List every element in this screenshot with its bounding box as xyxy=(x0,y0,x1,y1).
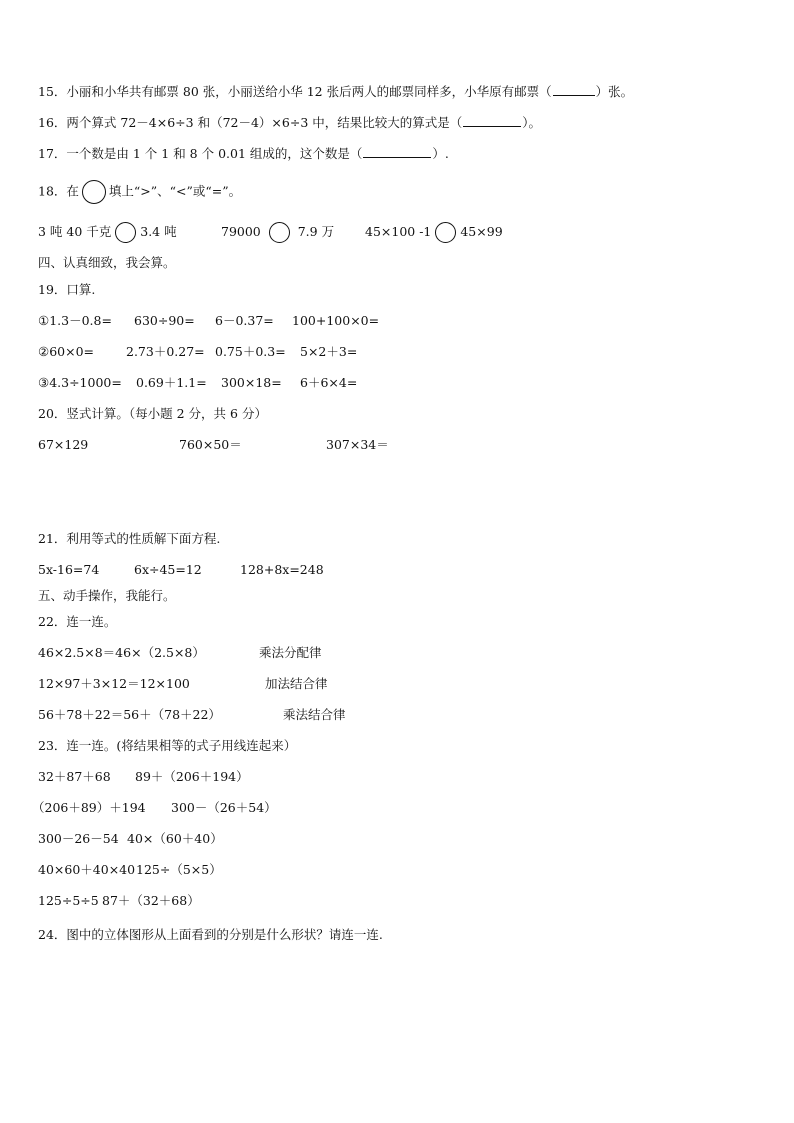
equal-match-left-5[interactable]: 125÷5÷5 xyxy=(38,893,99,908)
compare-right-2: 7.9 万 xyxy=(297,224,335,239)
section-5-heading: 五、动手操作，我能行。 xyxy=(38,588,176,603)
compare-item-1 xyxy=(38,222,177,243)
mental-math-3-2: 0.69＋1.1= xyxy=(136,375,207,390)
match-right-2[interactable]: 加法结合律 xyxy=(265,676,328,691)
compare-circle-1[interactable] xyxy=(115,222,136,243)
mental-math-2-3: 0.75＋0.3= xyxy=(215,344,286,359)
answer-blank-17[interactable] xyxy=(363,145,431,158)
question-17-text: 17．一个数是由 1 个 1 和 8 个 0.01 组成的，这个数是（ xyxy=(38,146,363,161)
vertical-calc-1: 67×129 xyxy=(38,437,89,452)
equation-1: 5x-16=74 xyxy=(38,562,100,577)
mental-math-3-3: 300×18= xyxy=(221,375,282,390)
question-16 xyxy=(38,114,764,132)
match-left-3[interactable]: 56＋78＋22＝56＋（78＋22） xyxy=(38,707,221,722)
equation-2: 6x÷45=12 xyxy=(134,562,202,577)
equal-match-right-1[interactable]: 89＋（206＋194） xyxy=(135,769,249,784)
equal-match-left-2[interactable]: （206＋89）＋194 xyxy=(32,800,146,815)
mental-math-1-3: 6－0.37= xyxy=(215,313,274,328)
question-22: 22．连一连。 xyxy=(38,614,117,629)
compare-left-3: 45×100 -1 xyxy=(365,224,432,239)
question-15-text: 15．小丽和小华共有邮票 80 张，小丽送给小华 12 张后两人的邮票同样多，小华原有邮票（ xyxy=(38,84,552,99)
question-19: 19．口算. xyxy=(38,282,96,297)
answer-blank-15[interactable] xyxy=(553,83,595,96)
mental-math-1-4: 100+100×0= xyxy=(292,313,380,328)
vertical-calc-3: 307×34＝ xyxy=(326,437,389,452)
match-left-2[interactable]: 12×97＋3×12＝12×100 xyxy=(38,676,190,691)
compare-circle-2[interactable] xyxy=(269,222,290,243)
question-15-suffix: ）张。 xyxy=(595,84,634,99)
match-right-3[interactable]: 乘法结合律 xyxy=(283,707,346,722)
match-left-1[interactable]: 46×2.5×8＝46×（2.5×8） xyxy=(38,645,205,660)
equal-match-right-2[interactable]: 300－（26＋54） xyxy=(171,800,277,815)
equal-match-right-5[interactable]: 87＋（32＋68） xyxy=(102,893,200,908)
question-24: 24．图中的立体图形从上面看到的分别是什么形状？请连一连. xyxy=(38,927,383,942)
compare-circle-3[interactable] xyxy=(435,222,456,243)
question-18 xyxy=(38,180,764,204)
compare-right-3: 45×99 xyxy=(460,224,503,239)
equation-3: 128+8x=248 xyxy=(240,562,324,577)
question-21: 21．利用等式的性质解下面方程. xyxy=(38,531,221,546)
compare-left-1: 3 吨 40 千克 xyxy=(38,224,112,239)
mental-math-2-1: ②60×0= xyxy=(38,344,95,359)
mental-math-1-1: ①1.3－0.8= xyxy=(38,313,112,328)
question-16-suffix: ）。 xyxy=(522,115,542,130)
question-17 xyxy=(38,145,764,163)
question-16-text: 16．两个算式 72－4×6÷3 和（72－4）×6÷3 中，结果比较大的算式是（ xyxy=(38,115,463,130)
vertical-calc-2: 760×50＝ xyxy=(179,437,242,452)
question-18-text: 18．在 xyxy=(38,183,79,199)
example-circle-icon xyxy=(82,180,106,204)
equal-match-left-1[interactable]: 32＋87＋68 xyxy=(38,769,111,784)
question-18-items xyxy=(38,222,764,244)
mental-math-2-4: 5×2＋3= xyxy=(300,344,358,359)
compare-right-1: 3.4 吨 xyxy=(140,224,177,239)
equal-match-right-4[interactable]: 125÷（5×5） xyxy=(136,862,222,877)
compare-left-2: 79000 xyxy=(221,224,261,239)
question-18-suffix: 填上“>”、“<”或“=”。 xyxy=(108,183,242,199)
mental-math-1-2: 630÷90= xyxy=(134,313,195,328)
question-15 xyxy=(38,83,764,101)
question-17-suffix: ）. xyxy=(432,146,449,161)
question-20: 20．竖式计算。（每小题 2 分，共 6 分） xyxy=(38,406,267,421)
compare-item-3 xyxy=(365,222,503,243)
mental-math-3-1: ③4.3÷1000= xyxy=(38,375,122,390)
section-4-heading: 四、认真细致，我会算。 xyxy=(38,255,176,270)
match-right-1[interactable]: 乘法分配律 xyxy=(259,645,322,660)
equal-match-left-3[interactable]: 300－26－54 xyxy=(38,831,119,846)
compare-item-2 xyxy=(221,222,334,243)
mental-math-3-4: 6＋6×4= xyxy=(300,375,358,390)
question-23: 23．连一连。(将结果相等的式子用线连起来） xyxy=(38,738,297,753)
answer-blank-16[interactable] xyxy=(463,114,521,127)
equal-match-right-3[interactable]: 40×（60＋40） xyxy=(127,831,223,846)
mental-math-2-2: 2.73＋0.27= xyxy=(126,344,205,359)
equal-match-left-4[interactable]: 40×60＋40×40 xyxy=(38,862,136,877)
